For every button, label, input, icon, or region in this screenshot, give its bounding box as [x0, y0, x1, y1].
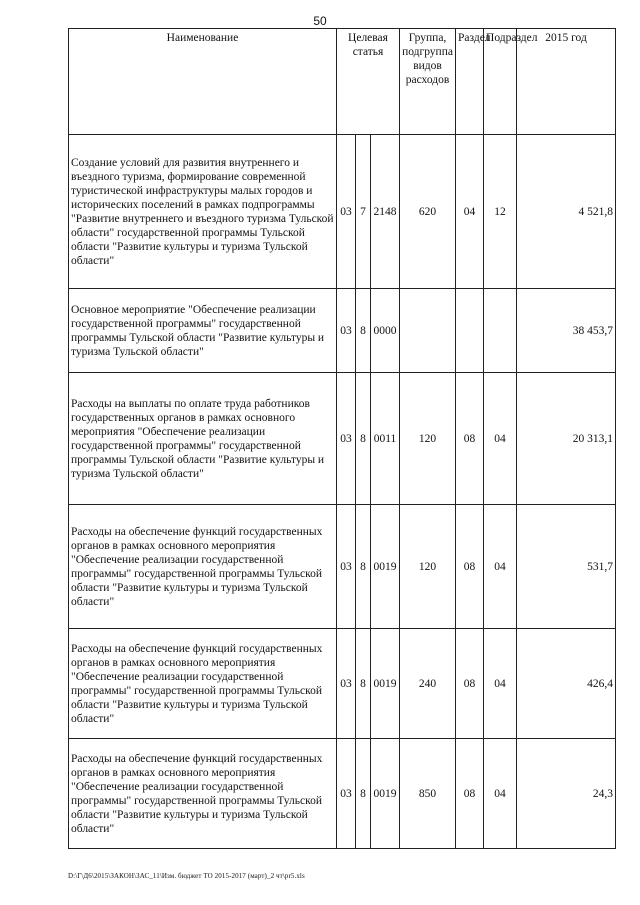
target-code-subprogram: 8 [356, 629, 371, 739]
target-code-subprogram: 8 [356, 289, 371, 373]
target-code-direction: 0019 [371, 505, 400, 629]
row-name: Расходы на обеспечение функций государственных органов в рамках основного мероприятия "Обеспечение реализации государственной программы" государственной программы Тульской области "Развитие культуры и туризма Тульской области" [69, 629, 337, 739]
amount-2015: 38 453,7 [517, 289, 616, 373]
target-code-subprogram: 8 [356, 505, 371, 629]
amount-2015: 24,3 [517, 739, 616, 849]
page-number: 50 [313, 14, 327, 28]
header-year: 2015 год [517, 29, 616, 135]
table-row [69, 505, 616, 629]
file-path-footer: D:\Г\Д6\2015\ЗАКОН\ЗАС_11\Изм. бюджет ТО 2015-2017 (март)_2 чт\pr5.xls [68, 872, 305, 880]
header-target: Целевая статья [337, 29, 400, 135]
section-code: 08 [456, 505, 484, 629]
subsection-code: 12 [484, 135, 517, 289]
header-subsection: Подраздел [484, 29, 517, 135]
header-name: Наименование [69, 29, 337, 135]
target-code-program: 03 [337, 505, 356, 629]
row-name: Расходы на обеспечение функций государственных органов в рамках основного мероприятия "Обеспечение реализации государственной программы" государственной программы Тульской области "Развитие культуры и туризма Тульской области" [69, 739, 337, 849]
target-code-program: 03 [337, 373, 356, 505]
row-name: Создание условий для развития внутреннего и въездного туризма, формирование современной туристической инфраструктуры малых городов и исторических поселений в рамках подпрограммы "Развитие внутреннего и въездного туризма Тульской области" государственной программы Тульской области "Развитие культуры и туризма Тульской области" [69, 135, 337, 289]
table-row [69, 135, 616, 289]
table-row [69, 739, 616, 849]
row-name: Основное мероприятие "Обеспечение реализации государственной программы" государственной программы Тульской области "Развитие культуры и туризма Тульской области" [69, 289, 337, 373]
expense-group: 120 [400, 373, 456, 505]
target-code-direction: 0011 [371, 373, 400, 505]
target-code-direction: 0019 [371, 629, 400, 739]
target-code-subprogram: 8 [356, 373, 371, 505]
section-code: 08 [456, 629, 484, 739]
expense-group: 240 [400, 629, 456, 739]
amount-2015: 426,4 [517, 629, 616, 739]
target-code-program: 03 [337, 289, 356, 373]
amount-2015: 531,7 [517, 505, 616, 629]
table-header-row [69, 29, 616, 135]
amount-2015: 4 521,8 [517, 135, 616, 289]
expense-group: 120 [400, 505, 456, 629]
target-code-subprogram: 7 [356, 135, 371, 289]
expense-group [400, 289, 456, 373]
target-code-direction: 0019 [371, 739, 400, 849]
table-row [69, 289, 616, 373]
row-name: Расходы на выплаты по оплате труда работников государственных органов в рамках основного мероприятия "Обеспечение реализации государственной программы" государственной программы Тульской области "Развитие культуры и туризма Тульской области" [69, 373, 337, 505]
subsection-code: 04 [484, 373, 517, 505]
section-code: 08 [456, 373, 484, 505]
target-code-program: 03 [337, 135, 356, 289]
section-code [456, 289, 484, 373]
subsection-code [484, 289, 517, 373]
budget-table [68, 28, 616, 849]
subsection-code: 04 [484, 739, 517, 849]
row-name: Расходы на обеспечение функций государственных органов в рамках основного мероприятия "Обеспечение реализации государственной программы" государственной программы Тульской области "Развитие культуры и туризма Тульской области" [69, 505, 337, 629]
table-row [69, 629, 616, 739]
table-row [69, 373, 616, 505]
subsection-code: 04 [484, 629, 517, 739]
section-code: 08 [456, 739, 484, 849]
header-group: Группа, подгруппа видов расходов [400, 29, 456, 135]
section-code: 04 [456, 135, 484, 289]
target-code-direction: 2148 [371, 135, 400, 289]
target-code-program: 03 [337, 739, 356, 849]
target-code-subprogram: 8 [356, 739, 371, 849]
target-code-direction: 0000 [371, 289, 400, 373]
subsection-code: 04 [484, 505, 517, 629]
expense-group: 620 [400, 135, 456, 289]
amount-2015: 20 313,1 [517, 373, 616, 505]
expense-group: 850 [400, 739, 456, 849]
target-code-program: 03 [337, 629, 356, 739]
header-section: Раздел [456, 29, 484, 135]
